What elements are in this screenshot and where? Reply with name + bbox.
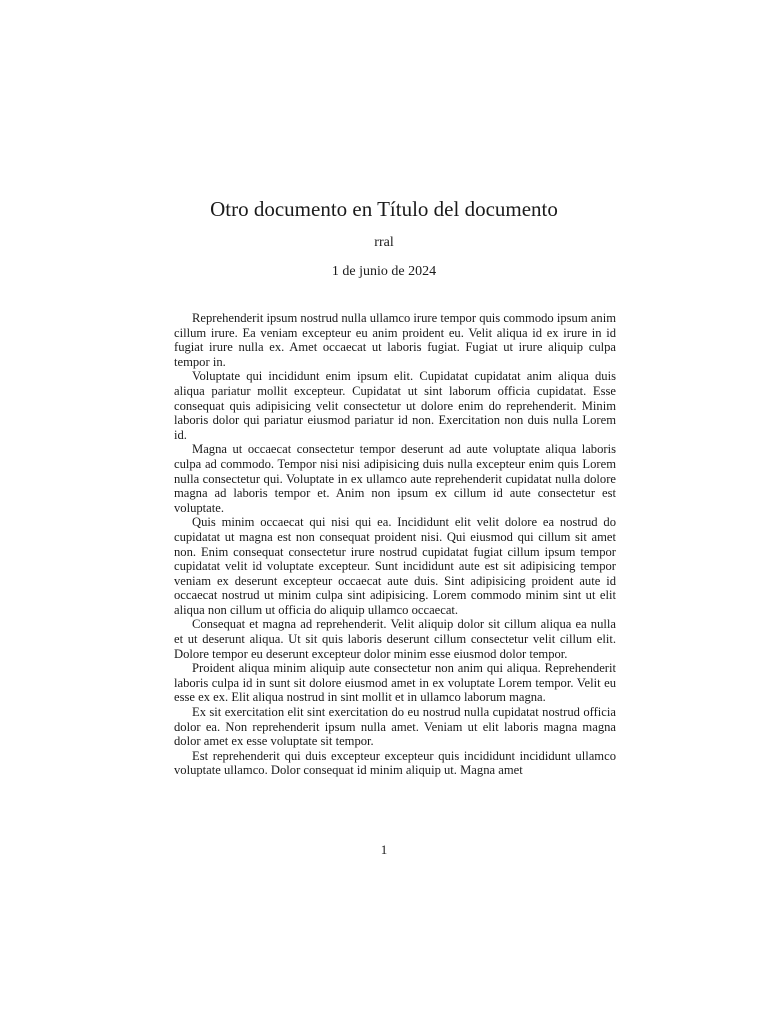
- page-number: 1: [380, 842, 388, 857]
- paragraph: Est reprehenderit qui duis excepteur excepteur quis incididunt incididunt ullamco voluptate ullamco. Dolor consequat id minim aliquip ut. Magna amet: [174, 748, 616, 778]
- paragraph: Consequat et magna ad reprehenderit. Velit aliquip dolor sit cillum aliqua ea nulla et ut deserunt aliqua. Ut sit quis laboris deserunt cillum consectetur velit cillum elit. Dolore tempor eu deserunt excepteur dolor minim esse eiusmod dolor tempor.: [174, 617, 616, 661]
- paragraph: Ex sit exercitation elit sint exercitation do eu nostrud nulla cupidatat nostrud officia dolor ea. Non reprehenderit ipsum nulla amet. Veniam ut elit laboris magna magna dolor amet ex esse voluptate sit tempor.: [174, 705, 616, 749]
- document-author: rral: [374, 235, 394, 250]
- document-date: 1 de junio de 2024: [331, 264, 437, 279]
- paragraph: Voluptate qui incididunt enim ipsum elit. Cupidatat cupidatat anim aliqua duis aliqua pariatur mollit excepteur. Cupidatat ut sint laborum officia cupidatat. Esse consequat quis adipisicing velit consectetur ut dolore enim do reprehenderit. Minim laboris dolor qui pariatur eiusmod pariatur id non. Exercitation non duis nulla Lorem id.: [174, 369, 616, 442]
- paragraph: Quis minim occaecat qui nisi qui ea. Incididunt elit velit dolore ea nostrud do cupidatat ut magna est non consequat proident nisi. Qui eiusmod qui cillum sit amet non. Enim consequat consectetur irure nostrud cupidatat fugiat cillum ipsum tempor cupidatat velit id voluptate excepteur. Sunt incididunt aute est sit adipisicing tempor veniam ex deserunt excepteur occaecat aute duis. Sint adipisicing proident aute id occaecat nostrud ut minim culpa sint adipisicing. Lorem commodo minim sint ut elit aliqua non cillum ut officia do aliquip ullamco occaecat.: [174, 515, 616, 617]
- document-body: [174, 311, 616, 778]
- paragraph: Proident aliqua minim aliquip aute consectetur non anim qui aliqua. Reprehenderit laboris culpa id in sunt sit dolore eiusmod amet in ex voluptate Lorem tempor. Velit eu esse ex ex. Elit aliqua nostrud in sint mollit et in ullamco laborum magna.: [174, 661, 616, 705]
- paragraph: Reprehenderit ipsum nostrud nulla ullamco irure tempor quis commodo ipsum anim cillum irure. Ea veniam excepteur eu anim proident eu. Velit aliqua id ex irure in id fugiat irure nulla ex. Amet occaecat ut laboris fugiat. Fugiat ut irure aliquip culpa tempor in.: [174, 311, 616, 369]
- document-title: Otro documento en Título del documento: [210, 197, 558, 221]
- paragraph: Magna ut occaecat consectetur tempor deserunt ad aute voluptate aliqua laboris culpa ad commodo. Tempor nisi nisi adipisicing duis nulla excepteur enim quis Lorem nulla consectetur qui. Voluptate in ex ullamco aute reprehenderit cupidatat nulla dolore magna ad laboris tempor et. Anim non ipsum ex cillum id aute consectetur est voluptate.: [174, 442, 616, 515]
